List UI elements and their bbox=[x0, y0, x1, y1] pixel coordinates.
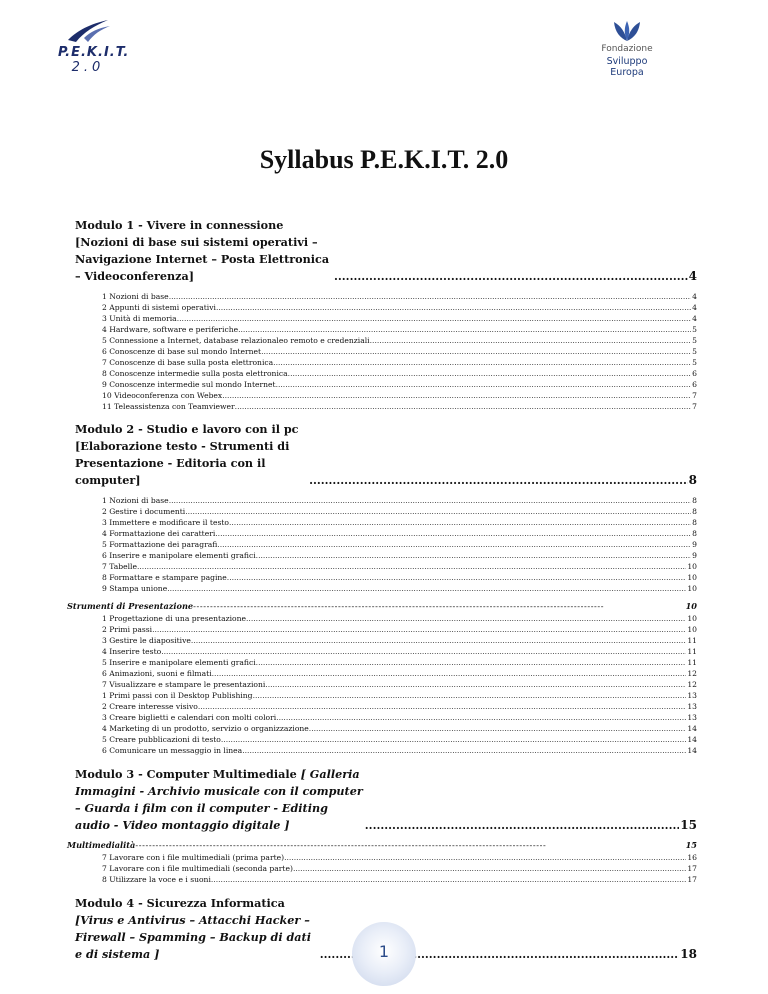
toc-subsection-page: 15 bbox=[685, 840, 697, 850]
toc-entry-label: 3 Immettere e modificare il testo bbox=[102, 518, 229, 527]
toc-leader bbox=[334, 268, 688, 285]
toc-entry[interactable] bbox=[75, 624, 697, 635]
toc-entry-label: 7 Tabelle bbox=[102, 562, 137, 571]
toc-entry[interactable] bbox=[75, 495, 697, 506]
toc-entry-page: 14 bbox=[687, 724, 697, 733]
toc-entry-page: 4 bbox=[692, 314, 697, 323]
toc-module-3-page: 15 bbox=[680, 818, 697, 832]
toc-leader bbox=[137, 561, 686, 572]
toc-entry-label: 7 Conoscenze di base sulla posta elettronica bbox=[102, 358, 274, 367]
toc-module-3[interactable] bbox=[75, 766, 697, 834]
toc-entry-label: 1 Nozioni di base bbox=[102, 292, 169, 301]
toc-module-4-title-italic: [Virus e Antivirus – Attacchi Hacker – Firewall – Spamming – Backup di dati e di sistema ] bbox=[75, 913, 311, 961]
toc-entry[interactable] bbox=[75, 561, 697, 572]
toc-entry-label: 3 Gestire le diapositive bbox=[102, 636, 191, 645]
toc-module-2-page: 8 bbox=[688, 473, 697, 487]
page-number: 1 bbox=[378, 942, 390, 961]
page-title: Syllabus P.E.K.I.T. 2.0 bbox=[259, 145, 509, 174]
toc-entry-page: 10 bbox=[687, 562, 697, 571]
toc-entry-label: 6 Conoscenze di base sul mondo Internet bbox=[102, 347, 262, 356]
toc-entry[interactable] bbox=[75, 550, 697, 561]
toc-entry[interactable] bbox=[75, 690, 697, 701]
toc-entry-label: 3 Unità di memoria bbox=[102, 314, 177, 323]
toc-module-2-title: Modulo 2 - Studio e lavoro con il pc [Elaborazione testo - Strumenti di Presentazione - Editoria con il computer] bbox=[75, 422, 299, 487]
toc-entry-page: 10 bbox=[687, 584, 697, 593]
toc-entry-page: 13 bbox=[687, 702, 697, 711]
toc-leader bbox=[370, 335, 692, 346]
toc-entry[interactable] bbox=[75, 335, 697, 346]
toc-module-1-page: 4 bbox=[688, 269, 697, 283]
toc-entry-page: 14 bbox=[687, 735, 697, 744]
toc-leader bbox=[365, 817, 680, 834]
toc-entry-page: 7 bbox=[692, 402, 697, 411]
pekit-logo-version: 2.0 bbox=[71, 60, 105, 75]
table-of-contents bbox=[67, 217, 697, 963]
toc-entry-label: 4 Formattazione dei caratteri bbox=[102, 529, 216, 538]
toc-leader bbox=[253, 690, 687, 701]
toc-entry-label: 4 Hardware, software e periferiche bbox=[102, 325, 239, 334]
toc-entry[interactable] bbox=[75, 712, 697, 723]
pekit-swoosh-icon bbox=[64, 16, 112, 46]
toc-leader bbox=[256, 550, 691, 561]
toc-leader bbox=[169, 291, 691, 302]
toc-leader bbox=[238, 324, 691, 335]
pekit-logo-brand: P.E.K.I.T. bbox=[58, 45, 130, 60]
toc-subsection-page: 10 bbox=[685, 601, 697, 611]
toc-entry-label: 5 Creare pubblicazioni di testo bbox=[102, 735, 221, 744]
toc-entry-page: 5 bbox=[692, 336, 697, 345]
toc-leader bbox=[152, 624, 686, 635]
toc-entry-label: 1 Primi passi con il Desktop Publishing bbox=[102, 691, 253, 700]
toc-entry-page: 6 bbox=[692, 380, 697, 389]
toc-entry[interactable] bbox=[75, 668, 697, 679]
toc-entry-page: 10 bbox=[687, 625, 697, 634]
toc-leader bbox=[221, 734, 686, 745]
toc-leader bbox=[288, 368, 692, 379]
toc-module-3-title-plain: Modulo 3 - Computer Multimediale bbox=[75, 767, 301, 781]
toc-entry-page: 9 bbox=[692, 540, 697, 549]
toc-entry-page: 4 bbox=[692, 292, 697, 301]
toc-entry-page: 4 bbox=[692, 303, 697, 312]
toc-entry-page: 8 bbox=[692, 518, 697, 527]
toc-entry-page: 8 bbox=[692, 529, 697, 538]
toc-entry-page: 8 bbox=[692, 507, 697, 516]
toc-entry-page: 11 bbox=[687, 636, 697, 645]
toc-entry[interactable] bbox=[75, 401, 697, 412]
toc-leader bbox=[217, 539, 691, 550]
toc-leader bbox=[211, 874, 686, 885]
toc-leader bbox=[246, 613, 686, 624]
toc-leader bbox=[229, 517, 691, 528]
toc-entry-page: 12 bbox=[687, 669, 697, 678]
fondazione-logo-line1: Fondazione bbox=[601, 44, 653, 54]
toc-entry-label: 2 Gestire i documenti bbox=[102, 507, 186, 516]
toc-entry-label: 11 Teleassistenza con Teamviewer bbox=[102, 402, 235, 411]
toc-entry[interactable] bbox=[75, 583, 697, 594]
toc-leader bbox=[284, 852, 686, 863]
toc-entry-label: 6 Animazioni, suoni e filmati bbox=[102, 669, 212, 678]
toc-entry[interactable] bbox=[75, 723, 697, 734]
toc-entry-label: 6 Comunicare un messaggio in linea bbox=[102, 746, 243, 755]
toc-module-3-title-italic: [ Galleria Immagini - Archivio musicale con il computer – Guarda i film con il computer - Editing audio - Video montaggio digitale ] bbox=[75, 767, 363, 832]
toc-module-1-title: Modulo 1 - Vivere in connessione [Nozioni di base sui sistemi operativi – Navigazione Internet – Posta Elettronica – Videoconferenza] bbox=[75, 218, 330, 283]
toc-leader bbox=[222, 390, 691, 401]
toc-entry[interactable] bbox=[75, 313, 697, 324]
toc-entry-page: 13 bbox=[687, 713, 697, 722]
toc-leader bbox=[161, 646, 686, 657]
toc-entry[interactable] bbox=[75, 701, 697, 712]
toc-module-1[interactable] bbox=[75, 217, 697, 285]
toc-entry-label: 5 Inserire e manipolare elementi grafici bbox=[102, 658, 256, 667]
toc-leader bbox=[198, 701, 686, 712]
toc-module-4-title-plain: Modulo 4 - Sicurezza Informatica bbox=[75, 896, 285, 910]
toc-leader bbox=[273, 357, 691, 368]
toc-leader bbox=[309, 723, 687, 734]
toc-leader bbox=[265, 679, 686, 690]
toc-entry[interactable] bbox=[75, 572, 697, 583]
toc-leader bbox=[227, 572, 687, 583]
toc-entry[interactable] bbox=[75, 745, 697, 756]
toc-entry[interactable] bbox=[75, 657, 697, 668]
toc-entry-label: 8 Utilizzare la voce e i suoni bbox=[102, 875, 211, 884]
toc-entry[interactable] bbox=[75, 368, 697, 379]
toc-module-4-title bbox=[75, 895, 320, 963]
toc-entry[interactable] bbox=[75, 357, 697, 368]
toc-subsection-strumenti[interactable] bbox=[54, 600, 697, 612]
toc-leader bbox=[242, 745, 686, 756]
toc-entry[interactable] bbox=[75, 390, 697, 401]
toc-entry-page: 11 bbox=[687, 647, 697, 656]
toc-entry-page: 17 bbox=[687, 875, 697, 884]
page-number-badge bbox=[352, 922, 416, 986]
toc-leader bbox=[216, 302, 691, 313]
toc-entry-label: 9 Stampa unione bbox=[102, 584, 168, 593]
toc-entry-page: 13 bbox=[687, 691, 697, 700]
toc-entry[interactable] bbox=[75, 346, 697, 357]
toc-subsection-label: Strumenti di Presentazione bbox=[67, 601, 194, 611]
toc-subsection-label: Multimedialità bbox=[67, 840, 136, 850]
toc-entry-label: 9 Conoscenze intermedie sul mondo Internet bbox=[102, 380, 276, 389]
fondazione-logo bbox=[597, 20, 697, 76]
toc-entry[interactable] bbox=[75, 646, 697, 657]
toc-entry-page: 5 bbox=[692, 325, 697, 334]
toc-entry-label: 7 Lavorare con i file multimediali (prima parte) bbox=[102, 853, 285, 862]
toc-entry-page: 10 bbox=[687, 573, 697, 582]
toc-entry-page: 11 bbox=[687, 658, 697, 667]
toc-leader bbox=[276, 379, 692, 390]
toc-entry[interactable] bbox=[75, 635, 697, 646]
toc-entry[interactable] bbox=[75, 852, 697, 863]
toc-entry-label: 1 Nozioni di base bbox=[102, 496, 169, 505]
toc-leader bbox=[135, 839, 683, 851]
toc-leader bbox=[309, 472, 688, 489]
toc-entry-label: 8 Formattare e stampare pagine bbox=[102, 573, 227, 582]
toc-entry[interactable] bbox=[75, 539, 697, 550]
toc-leader bbox=[191, 635, 686, 646]
toc-entry-label: 6 Inserire e manipolare elementi grafici bbox=[102, 551, 256, 560]
toc-entry-page: 9 bbox=[692, 551, 697, 560]
toc-entry[interactable] bbox=[75, 302, 697, 313]
toc-entry-label: 4 Inserire testo bbox=[102, 647, 162, 656]
toc-leader bbox=[256, 657, 687, 668]
toc-entry[interactable] bbox=[75, 528, 697, 539]
toc-entry-label: 5 Formattazione dei paragrafi bbox=[102, 540, 218, 549]
toc-leader bbox=[185, 506, 691, 517]
toc-entry-label: 8 Conoscenze intermedie sulla posta elettronica bbox=[102, 369, 288, 378]
toc-entry-label: 5 Connessione a Internet, database relazionaleo remoto e credenziali bbox=[102, 336, 370, 345]
toc-leader bbox=[276, 712, 686, 723]
toc-leader bbox=[293, 863, 686, 874]
toc-entry[interactable] bbox=[75, 517, 697, 528]
toc-leader bbox=[235, 401, 692, 412]
toc-entry[interactable] bbox=[75, 291, 697, 302]
toc-entry[interactable] bbox=[75, 379, 697, 390]
toc-entry-label: 7 Lavorare con i file multimediali (seconda parte) bbox=[102, 864, 293, 873]
toc-entry[interactable] bbox=[75, 863, 697, 874]
toc-leader bbox=[261, 346, 691, 357]
toc-entry-label: 4 Marketing di un prodotto, servizio o organizzazione bbox=[102, 724, 309, 733]
toc-entry[interactable] bbox=[75, 734, 697, 745]
toc-entry-page: 7 bbox=[692, 391, 697, 400]
toc-entry-label: 7 Visualizzare e stampare le presentazioni bbox=[102, 680, 266, 689]
toc-leader bbox=[169, 495, 691, 506]
toc-entry-page: 17 bbox=[687, 864, 697, 873]
toc-subsection-multimedialita[interactable] bbox=[54, 839, 697, 851]
toc-entry-page: 16 bbox=[687, 853, 697, 862]
fondazione-logo-line2: Sviluppo Europa bbox=[606, 56, 648, 78]
toc-entry-page: 5 bbox=[692, 358, 697, 367]
toc-entry-label: 2 Primi passi bbox=[102, 625, 153, 634]
toc-entry-label: 10 Videoconferenza con Webex bbox=[102, 391, 223, 400]
toc-entry-page: 6 bbox=[692, 369, 697, 378]
toc-entry-label: 1 Progettazione di una presentazione bbox=[102, 614, 246, 623]
toc-entry-page: 12 bbox=[687, 680, 697, 689]
toc-entry-label: 2 Appunti di sistemi operativi bbox=[102, 303, 216, 312]
pekit-logo bbox=[58, 14, 130, 78]
toc-entry[interactable] bbox=[75, 506, 697, 517]
toc-entry[interactable] bbox=[75, 679, 697, 690]
toc-entry[interactable] bbox=[75, 874, 697, 885]
toc-entry-label: 3 Creare biglietti e calendari con molti colori bbox=[102, 713, 277, 722]
toc-entry-page: 10 bbox=[687, 614, 697, 623]
toc-leader bbox=[215, 528, 691, 539]
fondazione-leaf-icon bbox=[612, 20, 642, 42]
toc-entry-page: 8 bbox=[692, 496, 697, 505]
toc-leader bbox=[177, 313, 691, 324]
toc-leader bbox=[167, 583, 686, 594]
toc-entry-page: 14 bbox=[687, 746, 697, 755]
toc-entry[interactable] bbox=[75, 613, 697, 624]
toc-entry-label: 2 Creare interesse visivo bbox=[102, 702, 198, 711]
toc-module-4-page: 18 bbox=[680, 947, 697, 961]
toc-module-3-title bbox=[75, 766, 365, 834]
toc-entry[interactable] bbox=[75, 324, 697, 335]
toc-leader bbox=[193, 600, 683, 612]
toc-module-2[interactable] bbox=[75, 421, 697, 489]
toc-entry-page: 5 bbox=[692, 347, 697, 356]
toc-leader bbox=[212, 668, 687, 679]
